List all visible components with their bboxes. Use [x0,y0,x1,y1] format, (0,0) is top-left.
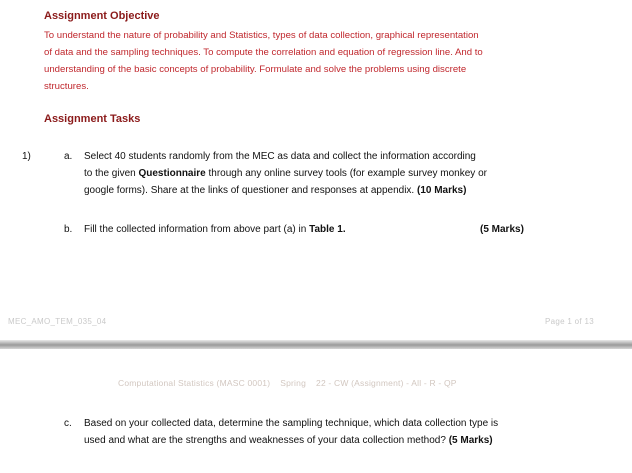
task-c-marks: (5 Marks) [448,435,493,446]
task-a-line [84,165,584,182]
objective-heading: Assignment Objective [44,10,160,22]
objective-line: of data and the sampling techniques. To compute the correlation and equation of regression line. And to [44,47,483,58]
tasks-heading: Assignment Tasks [44,113,141,125]
objective-line: understanding of the basic concepts of probability. Formulate and solve the problems using discrete [44,64,467,75]
task-c-marker: c. [64,418,72,429]
task-b-marks: (5 Marks) [480,224,524,235]
task-c-text-part: used and what are the strengths and weaknesses of your data collection method? [84,435,449,446]
task-c-line: Based on your collected data, determine the sampling technique, which data collection type is [84,418,499,429]
task-a-marks: (10 Marks) [416,185,467,196]
page-separator [0,340,632,349]
next-page-header [118,378,467,388]
questionnaire-term: Questionnaire [138,168,206,179]
task-c-line [84,432,584,449]
task-c-text [84,415,584,449]
task-a-marker: a. [64,151,73,162]
task-b-text [84,221,346,238]
document-code: MEC_AMO_TEM_035_04 [8,317,107,326]
page-number: Page 1 of 13 [545,317,594,326]
task-number: 1) [22,151,31,162]
task-b-marker: b. [64,224,73,235]
objective-line: structures. [44,81,89,92]
task-b-text-part: Fill the collected information from above part (a) in [84,224,310,235]
task-a-text-part: google forms). Share at the links of questioner and responses at appendix. [84,185,417,196]
objective-paragraph [44,27,584,95]
objective-line: To understand the nature of probability and Statistics, types of data collection, graphical representation [44,30,479,41]
task-a-text-part: through any online survey tools (for example survey monkey or [205,168,487,179]
semester: Spring [280,378,307,388]
task-a-line: Select 40 students randomly from the MEC as data and collect the information according [84,151,476,162]
table-reference: Table 1. [309,224,346,235]
task-a-text [84,148,584,199]
course-name: Computational Statistics (MASC 0001) [118,378,271,388]
task-a-text-part: to the given [84,168,139,179]
task-a-line [84,182,584,199]
assignment-code: 22 - CW (Assignment) - All - R - QP [316,378,457,388]
